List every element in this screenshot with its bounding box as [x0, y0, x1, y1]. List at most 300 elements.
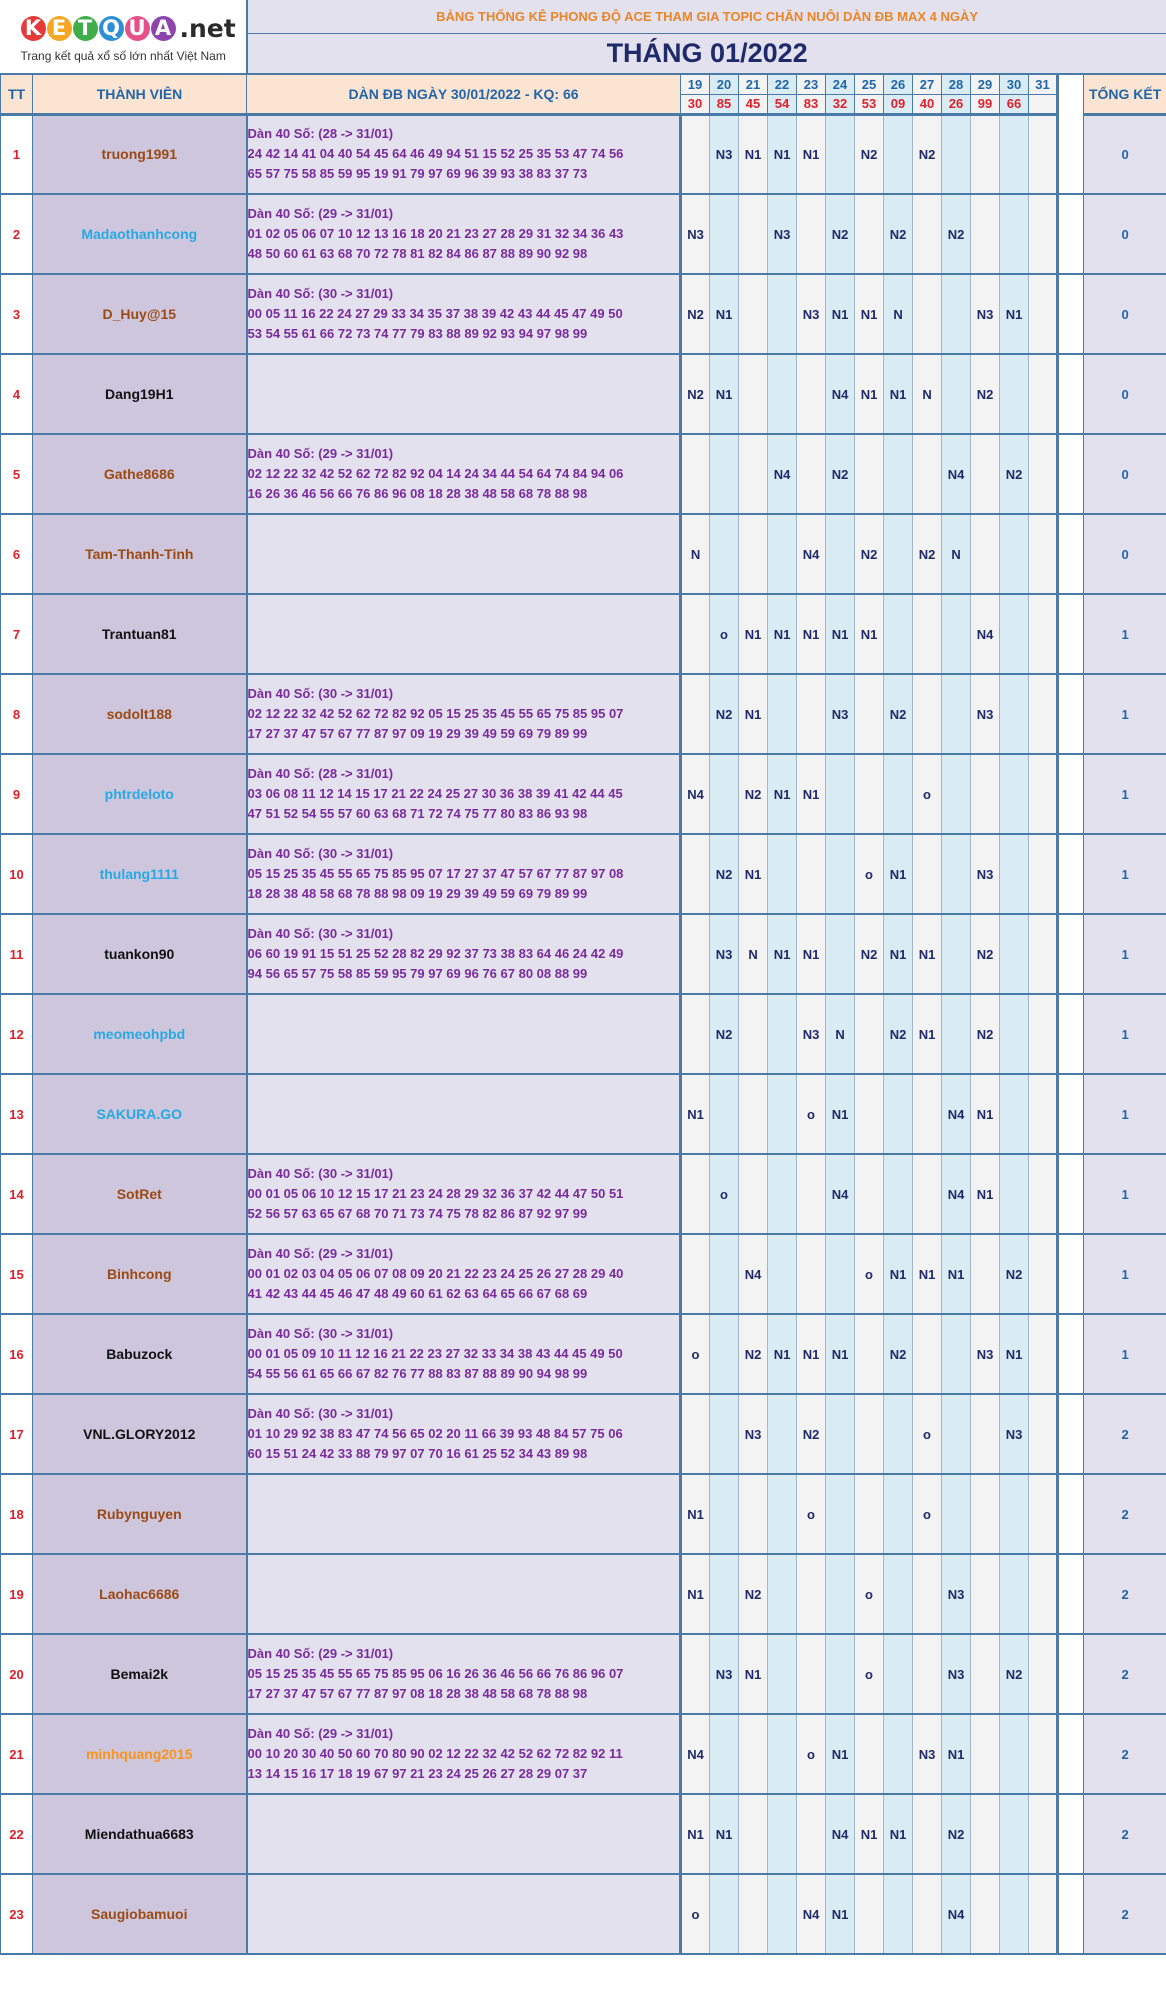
day-cell: N1: [710, 354, 739, 434]
day-cell: o: [681, 1314, 710, 1394]
dan-line: 00 05 11 16 22 24 27 29 33 34 35 37 38 39 42 43 44 45 47 49 50: [247, 306, 623, 321]
day-cell: [710, 1074, 739, 1154]
member-name[interactable]: minhquang2015: [33, 1714, 247, 1794]
day-cell: o: [797, 1074, 826, 1154]
day-cell: [884, 1714, 913, 1794]
day-cell: [971, 194, 1000, 274]
total-count: 1: [1084, 834, 1166, 914]
separator: [1058, 434, 1084, 514]
day-cell: [1029, 1634, 1058, 1714]
day-cell: N1: [913, 914, 942, 994]
day-cell: [884, 1554, 913, 1634]
day-cell: N2: [942, 1794, 971, 1874]
day-cell: [768, 1634, 797, 1714]
report-subtitle: BẢNG THỐNG KÊ PHONG ĐỘ ACE THAM GIA TOPIC CHĂN NUÔI DÀN ĐB MAX 4 NGÀY: [247, 0, 1166, 33]
day-cell: N1: [739, 674, 768, 754]
day-cell: N1: [884, 834, 913, 914]
day-cell: N1: [710, 1794, 739, 1874]
day-header: 24: [826, 74, 855, 94]
day-cell: [1029, 1394, 1058, 1474]
total-count: 1: [1084, 1154, 1166, 1234]
dan-numbers: [247, 594, 681, 674]
day-cell: [768, 1234, 797, 1314]
separator: [1058, 674, 1084, 754]
separator: [1058, 1074, 1084, 1154]
table-row: [1, 594, 1166, 674]
day-cell: N2: [855, 514, 884, 594]
day-cell: [826, 514, 855, 594]
day-cell: [1000, 1154, 1029, 1234]
day-cell: [1029, 1154, 1058, 1234]
day-cell: [942, 1394, 971, 1474]
day-cell: N3: [797, 994, 826, 1074]
row-number: 3: [1, 274, 33, 354]
day-cell: N3: [942, 1554, 971, 1634]
day-cell: [826, 114, 855, 194]
row-number: 20: [1, 1634, 33, 1714]
dan-numbers: [247, 1074, 681, 1154]
day-cell: [1029, 274, 1058, 354]
day-cell: o: [710, 1154, 739, 1234]
dan-numbers: [247, 1474, 681, 1554]
logo-letter: T: [73, 16, 98, 41]
day-cell: N1: [681, 1554, 710, 1634]
day-header: 19: [681, 74, 710, 94]
day-cell: [942, 354, 971, 434]
day-cell: [1000, 674, 1029, 754]
day-cell: N3: [971, 834, 1000, 914]
day-cell: N3: [710, 114, 739, 194]
day-cell: N1: [681, 1474, 710, 1554]
day-cell: [710, 1314, 739, 1394]
day-cell: [797, 1554, 826, 1634]
ketqua-logo[interactable]: [1, 0, 247, 74]
dan-line: 53 54 55 61 66 72 73 74 77 79 83 88 89 92 93 94 97 98 99: [247, 326, 588, 341]
dan-line: 16 26 36 46 56 66 76 86 96 08 18 28 38 48 58 68 78 88 98: [247, 486, 588, 501]
row-number: 13: [1, 1074, 33, 1154]
member-name[interactable]: meomeohpbd: [33, 994, 247, 1074]
table-row: [1, 194, 1166, 274]
day-cell: [1029, 114, 1058, 194]
table-row: [1, 354, 1166, 434]
dan-numbers: [247, 914, 681, 994]
day-cell: N4: [942, 1154, 971, 1234]
day-cell: [681, 1234, 710, 1314]
day-cell: N4: [681, 754, 710, 834]
member-name[interactable]: VNL.GLORY2012: [33, 1394, 247, 1474]
dan-line: 17 27 37 47 57 67 77 87 97 08 18 28 38 48 58 68 78 88 98: [247, 1686, 588, 1701]
member-name[interactable]: Bemai2k: [33, 1634, 247, 1714]
member-name[interactable]: truong1991: [33, 114, 247, 194]
dan-numbers: [247, 514, 681, 594]
day-cell: [739, 434, 768, 514]
day-cell: N1: [913, 994, 942, 1074]
day-cell: N1: [768, 1314, 797, 1394]
day-cell: [1000, 1714, 1029, 1794]
member-name[interactable]: tuankon90: [33, 914, 247, 994]
dan-line: 05 15 25 35 45 55 65 75 85 95 06 16 26 36 46 56 66 76 86 96 07: [247, 1666, 624, 1681]
member-header: THÀNH VIÊN: [33, 74, 247, 114]
day-cell: N3: [1000, 1394, 1029, 1474]
day-cell: [739, 274, 768, 354]
member-name[interactable]: Binhcong: [33, 1234, 247, 1314]
day-cell: o: [913, 1394, 942, 1474]
member-name[interactable]: Dang19H1: [33, 354, 247, 434]
day-cell: [942, 274, 971, 354]
table-row: [1, 914, 1166, 994]
day-cell: [826, 834, 855, 914]
day-cell: [1029, 1874, 1058, 1954]
day-cell: [739, 514, 768, 594]
separator: [1058, 1394, 1084, 1474]
member-name[interactable]: phtrdeloto: [33, 754, 247, 834]
day-cell: N2: [739, 1314, 768, 1394]
day-header: 22: [768, 74, 797, 94]
day-cell: [1000, 194, 1029, 274]
separator: [1058, 354, 1084, 434]
total-count: 1: [1084, 1074, 1166, 1154]
day-cell: N4: [826, 354, 855, 434]
day-cell: N2: [826, 434, 855, 514]
day-cell: N: [826, 994, 855, 1074]
day-cell: N2: [681, 274, 710, 354]
member-name[interactable]: Trantuan81: [33, 594, 247, 674]
day-header: 25: [855, 74, 884, 94]
day-cell: [1029, 594, 1058, 674]
day-cell: [1029, 434, 1058, 514]
day-cell: N1: [855, 274, 884, 354]
day-cell: N2: [739, 1554, 768, 1634]
day-cell: N3: [739, 1394, 768, 1474]
logo-letter: Q: [99, 16, 124, 41]
day-cell: [884, 754, 913, 834]
day-cell: [971, 754, 1000, 834]
dan-numbers: [247, 1874, 681, 1954]
dan-line: 01 10 29 92 38 83 47 74 56 65 02 20 11 66 39 93 48 84 57 75 06: [247, 1426, 623, 1441]
day-cell: [1029, 1234, 1058, 1314]
day-cell: [826, 1554, 855, 1634]
day-cell: N2: [710, 834, 739, 914]
day-cell: N1: [884, 354, 913, 434]
day-cell: [768, 994, 797, 1074]
day-cell: [710, 1874, 739, 1954]
separator: [1058, 1474, 1084, 1554]
day-cell: [1000, 754, 1029, 834]
day-cell: N3: [942, 1634, 971, 1714]
separator: [1058, 514, 1084, 594]
result-number: 09: [884, 94, 913, 114]
day-cell: [768, 1794, 797, 1874]
row-number: 14: [1, 1154, 33, 1234]
table-row: [1, 1714, 1166, 1794]
member-name[interactable]: Saugiobamuoi: [33, 1874, 247, 1954]
row-number: 21: [1, 1714, 33, 1794]
dan-numbers: [247, 1554, 681, 1634]
day-cell: [971, 514, 1000, 594]
day-cell: [855, 1874, 884, 1954]
day-cell: N1: [855, 1794, 884, 1874]
result-number: 54: [768, 94, 797, 114]
day-cell: N1: [855, 354, 884, 434]
day-cell: [710, 1554, 739, 1634]
day-cell: [884, 434, 913, 514]
dan-line: Dàn 40 Số: (30 -> 31/01): [247, 1166, 394, 1181]
day-cell: N2: [971, 914, 1000, 994]
row-number: 23: [1, 1874, 33, 1954]
separator: [1058, 834, 1084, 914]
dan-line: Dàn 40 Số: (29 -> 31/01): [247, 446, 394, 461]
day-header: 26: [884, 74, 913, 94]
day-cell: [855, 754, 884, 834]
day-cell: [855, 994, 884, 1074]
day-cell: [826, 754, 855, 834]
member-name[interactable]: Tam-Thanh-Tinh: [33, 514, 247, 594]
member-name[interactable]: Madaothanhcong: [33, 194, 247, 274]
table-row: [1, 274, 1166, 354]
row-number: 5: [1, 434, 33, 514]
day-cell: [1029, 1474, 1058, 1554]
row-number: 10: [1, 834, 33, 914]
month-title: THÁNG 01/2022: [247, 33, 1166, 74]
day-cell: [1000, 994, 1029, 1074]
dan-line: 94 56 65 57 75 58 85 59 95 79 97 69 96 76 67 80 08 88 99: [247, 966, 588, 981]
dan-line: 48 50 60 61 63 68 70 72 78 81 82 84 86 87 88 89 90 92 98: [247, 246, 588, 261]
day-cell: [739, 1794, 768, 1874]
member-name[interactable]: Gathe8686: [33, 434, 247, 514]
day-cell: [739, 1474, 768, 1554]
day-cell: [884, 1634, 913, 1714]
row-number: 11: [1, 914, 33, 994]
dan-line: Dàn 40 Số: (30 -> 31/01): [247, 1406, 394, 1421]
day-cell: [768, 1554, 797, 1634]
day-cell: [1000, 1874, 1029, 1954]
day-cell: N2: [884, 1314, 913, 1394]
day-cell: [913, 1554, 942, 1634]
dan-line: 00 01 05 06 10 12 15 17 21 23 24 28 29 32 36 37 42 44 47 50 51: [247, 1186, 624, 1201]
table-row: [1, 1234, 1166, 1314]
day-cell: [1000, 1074, 1029, 1154]
day-cell: o: [913, 754, 942, 834]
day-cell: N1: [1000, 274, 1029, 354]
total-count: 1: [1084, 594, 1166, 674]
day-cell: [826, 914, 855, 994]
total-count: 2: [1084, 1394, 1166, 1474]
table-row: [1, 1154, 1166, 1234]
day-cell: [1000, 114, 1029, 194]
table-row: [1, 114, 1166, 194]
day-cell: [942, 914, 971, 994]
day-header: 28: [942, 74, 971, 94]
dan-line: 18 28 38 48 58 68 78 88 98 09 19 29 39 49 59 69 79 89 99: [247, 886, 588, 901]
row-number: 12: [1, 994, 33, 1074]
day-cell: o: [797, 1714, 826, 1794]
day-cell: [768, 834, 797, 914]
day-cell: [913, 594, 942, 674]
member-name[interactable]: Miendathua6683: [33, 1794, 247, 1874]
separator: [1058, 994, 1084, 1074]
day-cell: [1029, 1714, 1058, 1794]
day-cell: [768, 674, 797, 754]
day-cell: N3: [710, 914, 739, 994]
logo-letter: A: [151, 16, 176, 41]
day-cell: N4: [797, 1874, 826, 1954]
day-cell: [913, 1154, 942, 1234]
day-cell: [913, 1314, 942, 1394]
dan-numbers: [247, 1794, 681, 1874]
day-cell: N2: [681, 354, 710, 434]
dan-line: 41 42 43 44 45 46 47 48 49 60 61 62 63 64 65 66 67 68 69: [247, 1286, 588, 1301]
day-cell: [768, 1154, 797, 1234]
day-cell: [1029, 754, 1058, 834]
logo-letter: K: [21, 16, 46, 41]
day-cell: [971, 1634, 1000, 1714]
day-cell: N: [884, 274, 913, 354]
separator: [1058, 594, 1084, 674]
day-cell: [855, 1474, 884, 1554]
day-cell: [971, 114, 1000, 194]
table-row: [1, 754, 1166, 834]
day-cell: [797, 1234, 826, 1314]
day-cell: N4: [797, 514, 826, 594]
day-cell: N2: [1000, 1234, 1029, 1314]
table-row: [1, 1554, 1166, 1634]
day-cell: N3: [797, 274, 826, 354]
day-cell: N3: [971, 274, 1000, 354]
day-cell: N1: [739, 834, 768, 914]
table-row: [1, 994, 1166, 1074]
day-cell: [913, 1874, 942, 1954]
day-cell: [1029, 834, 1058, 914]
day-cell: [913, 194, 942, 274]
day-cell: [681, 1634, 710, 1714]
day-cell: [1000, 594, 1029, 674]
member-name[interactable]: Babuzock: [33, 1314, 247, 1394]
day-cell: [971, 1794, 1000, 1874]
row-number: 17: [1, 1394, 33, 1474]
logo-tagline: Trang kết quả xổ số lớn nhất Việt Nam: [20, 48, 226, 63]
day-cell: [768, 1394, 797, 1474]
day-cell: [768, 1474, 797, 1554]
day-cell: [739, 194, 768, 274]
dan-numbers: [247, 994, 681, 1074]
dan-line: Dàn 40 Số: (29 -> 31/01): [247, 1646, 394, 1661]
row-number: 7: [1, 594, 33, 674]
day-cell: [681, 594, 710, 674]
day-cell: [797, 674, 826, 754]
day-cell: [826, 1474, 855, 1554]
day-cell: N1: [942, 1234, 971, 1314]
row-number: 2: [1, 194, 33, 274]
day-cell: [797, 354, 826, 434]
result-number: 30: [681, 94, 710, 114]
total-header: TỔNG KẾT: [1084, 74, 1166, 114]
day-cell: N2: [855, 114, 884, 194]
day-cell: o: [797, 1474, 826, 1554]
day-cell: N1: [826, 274, 855, 354]
total-count: 1: [1084, 994, 1166, 1074]
dan-line: Dàn 40 Số: (29 -> 31/01): [247, 1726, 394, 1741]
member-name[interactable]: D_Huy@15: [33, 274, 247, 354]
separator: [1058, 1554, 1084, 1634]
dan-line: Dàn 40 Số: (30 -> 31/01): [247, 1326, 394, 1341]
member-name[interactable]: SotRet: [33, 1154, 247, 1234]
day-cell: N1: [797, 1314, 826, 1394]
table-row: [1, 434, 1166, 514]
dan-numbers: [247, 194, 681, 274]
total-count: 1: [1084, 914, 1166, 994]
table-row: [1, 1874, 1166, 1954]
day-cell: N1: [739, 594, 768, 674]
dan-line: 03 06 08 11 12 14 15 17 21 22 24 25 27 30 36 38 39 41 42 44 45: [247, 786, 623, 801]
member-name[interactable]: sodolt188: [33, 674, 247, 754]
day-cell: [710, 434, 739, 514]
day-cell: [884, 114, 913, 194]
separator: [1058, 914, 1084, 994]
result-number: 32: [826, 94, 855, 114]
day-cell: [681, 994, 710, 1074]
member-name[interactable]: Laohac6686: [33, 1554, 247, 1634]
day-cell: N1: [797, 594, 826, 674]
day-cell: [710, 1234, 739, 1314]
day-cell: N2: [1000, 434, 1029, 514]
day-cell: N2: [1000, 1634, 1029, 1714]
member-name[interactable]: SAKURA.GO: [33, 1074, 247, 1154]
total-count: 0: [1084, 434, 1166, 514]
day-cell: [1000, 1794, 1029, 1874]
dan-numbers: [247, 1714, 681, 1794]
day-cell: N4: [971, 594, 1000, 674]
day-cell: [913, 434, 942, 514]
day-header: 30: [1000, 74, 1029, 94]
table-row: [1, 514, 1166, 594]
day-cell: N4: [942, 1874, 971, 1954]
day-cell: [826, 1394, 855, 1474]
day-cell: [1029, 914, 1058, 994]
total-count: 0: [1084, 194, 1166, 274]
day-cell: N: [681, 514, 710, 594]
day-cell: [768, 274, 797, 354]
day-cell: N1: [797, 914, 826, 994]
member-name[interactable]: thulang1111: [33, 834, 247, 914]
day-cell: N3: [826, 674, 855, 754]
dan-line: 47 51 52 54 55 57 60 63 68 71 72 74 75 77 80 83 86 93 98: [247, 806, 588, 821]
result-number: 26: [942, 94, 971, 114]
day-cell: [884, 1154, 913, 1234]
day-cell: [942, 114, 971, 194]
day-cell: [768, 514, 797, 594]
day-cell: [1000, 834, 1029, 914]
day-cell: N2: [913, 114, 942, 194]
dan-numbers: [247, 1394, 681, 1474]
dan-line: 24 42 14 41 04 40 54 45 64 46 49 94 51 15 52 25 35 53 47 74 56: [247, 146, 624, 162]
table-row: [1, 1474, 1166, 1554]
day-cell: [1029, 514, 1058, 594]
day-cell: [942, 834, 971, 914]
day-cell: [1029, 674, 1058, 754]
row-number: 6: [1, 514, 33, 594]
separator: [1058, 1794, 1084, 1874]
day-cell: [855, 674, 884, 754]
day-cell: N2: [797, 1394, 826, 1474]
day-cell: N1: [1000, 1314, 1029, 1394]
day-cell: [942, 674, 971, 754]
day-cell: [855, 194, 884, 274]
total-count: 2: [1084, 1634, 1166, 1714]
day-cell: o: [710, 594, 739, 674]
day-cell: N: [942, 514, 971, 594]
day-cell: N3: [710, 1634, 739, 1714]
member-name[interactable]: Rubynguyen: [33, 1474, 247, 1554]
